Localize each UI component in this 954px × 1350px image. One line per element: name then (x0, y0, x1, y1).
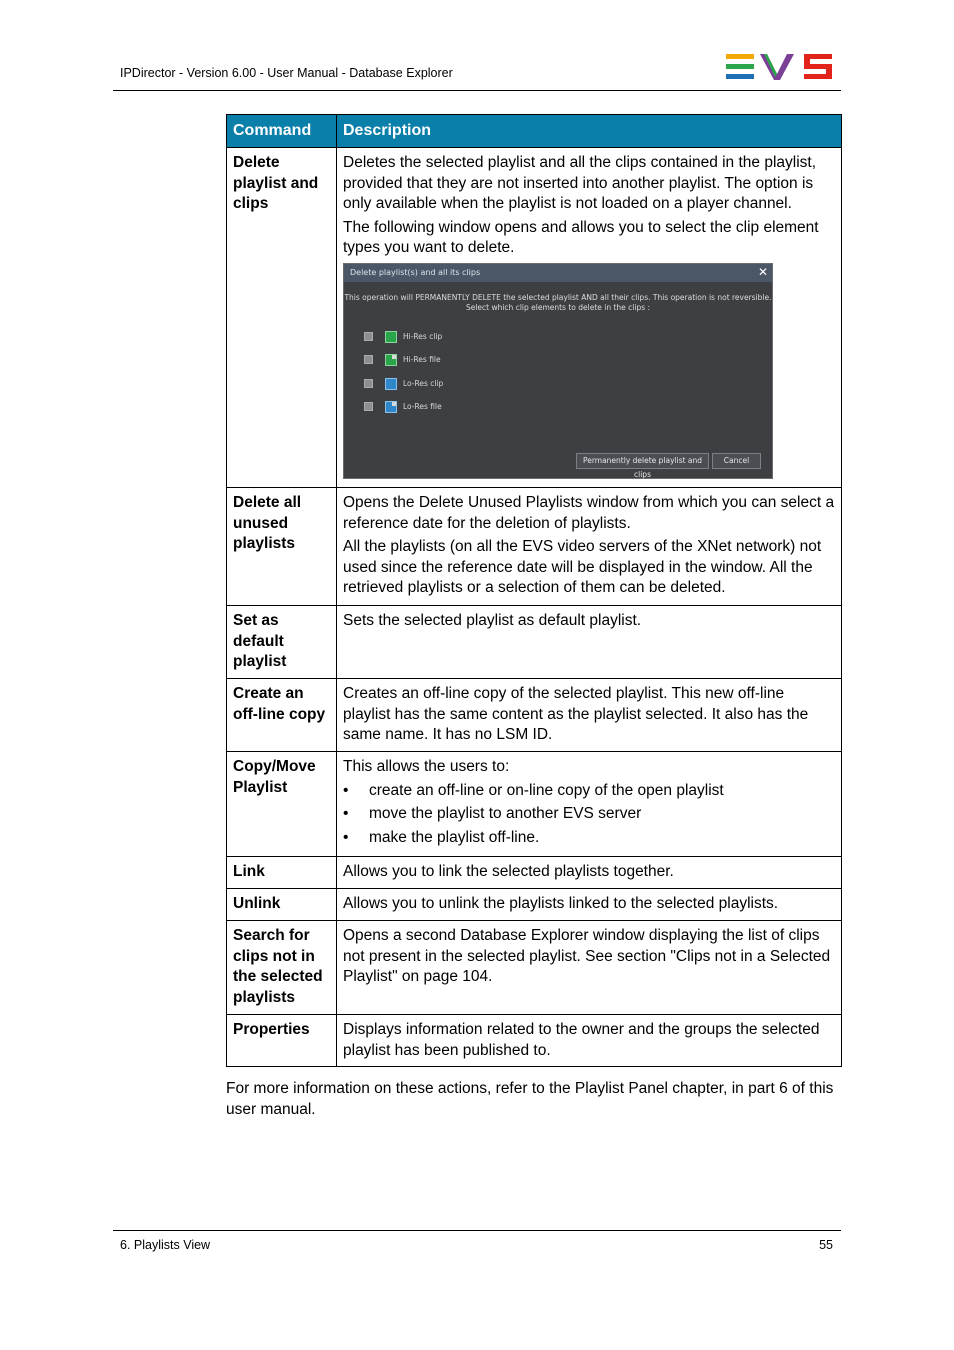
command-name: Unlink (227, 889, 337, 921)
command-name: Set as default playlist (227, 606, 337, 679)
description-paragraph: Displays information related to the owner and the groups the selected playlist has been published to. (343, 1021, 820, 1059)
dialog-message-line: Select which clip elements to delete in the clips : (465, 302, 651, 312)
hi-res-file-icon (385, 354, 397, 366)
option-lo-res-clip[interactable] (364, 378, 443, 390)
description-paragraph: The following window opens and allows you to select the clip element types you want to delete. (343, 218, 819, 256)
lo-res-clip-icon (385, 378, 397, 390)
command-name: Delete playlist and clips (227, 148, 337, 488)
footer-rule (113, 1230, 841, 1231)
page-number: 55 (819, 1238, 833, 1252)
command-description (337, 752, 842, 857)
checkbox[interactable] (364, 332, 373, 341)
cancel-button[interactable]: Cancel (712, 453, 761, 469)
hi-res-clip-icon (385, 331, 397, 343)
column-header-command: Command (227, 115, 337, 148)
footer-section: 6. Playlists View (120, 1238, 211, 1252)
option-label: Hi-Res clip (403, 331, 443, 341)
option-label: Lo-Res clip (403, 378, 444, 388)
command-table (226, 114, 842, 1067)
option-lo-res-file[interactable] (364, 401, 442, 413)
header-title: IPDirector - Version 6.00 - User Manual - Database Explorer (120, 66, 453, 80)
close-icon[interactable]: ✕ (757, 264, 768, 279)
option-label: Hi-Res file (403, 354, 441, 364)
option-label: Lo-Res file (403, 401, 442, 411)
command-description (337, 679, 842, 752)
permanently-delete-button[interactable]: Permanently delete playlist and clips (576, 453, 709, 469)
checkbox[interactable] (364, 355, 373, 364)
description-paragraph: Sets the selected playlist as default playlist. (343, 612, 642, 629)
table-row (227, 1015, 842, 1067)
description-paragraph: Creates an off-line copy of the selected playlist. This new off-line playlist has the same content as the playlist selected. It also has the same name. It has no LSM ID. (343, 685, 809, 743)
table-row (227, 679, 842, 752)
command-description (337, 606, 842, 679)
command-description (337, 921, 842, 1015)
lo-res-file-icon (385, 401, 397, 413)
command-name: Properties (227, 1015, 337, 1067)
option-hi-res-clip[interactable] (364, 331, 442, 343)
table-row (227, 921, 842, 1015)
command-description (337, 889, 842, 921)
description-paragraph: Allows you to link the selected playlists together. (343, 863, 674, 880)
description-paragraph: Opens the Delete Unused Playlists window from which you can select a reference date for the deletion of playlists. (343, 494, 835, 532)
header-rule (113, 90, 841, 91)
command-name: Delete all unused playlists (227, 488, 337, 606)
list-item: • make the playlist off-line. (343, 828, 835, 849)
footnote-paragraph: For more information on these actions, refer to the Playlist Panel chapter, in part 6 of this user manual. (226, 1080, 834, 1118)
dialog-message (344, 293, 772, 313)
table-row (227, 857, 842, 889)
table-header-row (227, 115, 842, 148)
option-hi-res-file[interactable] (364, 354, 441, 366)
description-paragraph: Opens a second Database Explorer window displaying the list of clips not present in the selected playlist. See section "Clips not in a Selected Playlist" on page 104. (343, 927, 831, 985)
list-item: • create an off-line or on-line copy of the open playlist (343, 781, 835, 802)
delete-playlist-dialog (343, 263, 773, 479)
table-row (227, 488, 842, 606)
command-name: Copy/Move Playlist (227, 752, 337, 857)
command-description (337, 488, 842, 606)
command-description (337, 148, 842, 488)
table-row (227, 148, 842, 488)
checkbox[interactable] (364, 379, 373, 388)
description-paragraph: This allows the users to: (343, 758, 510, 775)
command-description (337, 857, 842, 889)
evs-logo (726, 53, 834, 81)
table-row (227, 889, 842, 921)
command-name: Create an off-line copy (227, 679, 337, 752)
command-description (337, 1015, 842, 1067)
dialog-title: Delete playlist(s) and all its clips (350, 267, 481, 277)
table-row (227, 606, 842, 679)
checkbox[interactable] (364, 402, 373, 411)
description-paragraph: Deletes the selected playlist and all the clips contained in the playlist, provided that they are not inserted into another playlist. The option is only available when the playlist is not loaded on a player channel. (343, 154, 817, 212)
bullet-list (343, 781, 835, 849)
description-paragraph: All the playlists (on all the EVS video servers of the XNet network) not used since the reference date will be displayed in the window. All the retrieved playlists or a selection of them can be deleted. (343, 538, 822, 596)
table-row (227, 752, 842, 857)
list-item: • move the playlist to another EVS server (343, 804, 835, 825)
dialog-message-line: This operation will PERMANENTLY DELETE the selected playlist AND all their clips. This operation is not reversible. (344, 292, 772, 302)
command-name: Search for clips not in the selected playlists (227, 921, 337, 1015)
column-header-description: Description (337, 115, 842, 148)
description-paragraph: Allows you to unlink the playlists linked to the selected playlists. (343, 895, 779, 912)
dialog-title-bar (344, 264, 772, 282)
command-name: Link (227, 857, 337, 889)
